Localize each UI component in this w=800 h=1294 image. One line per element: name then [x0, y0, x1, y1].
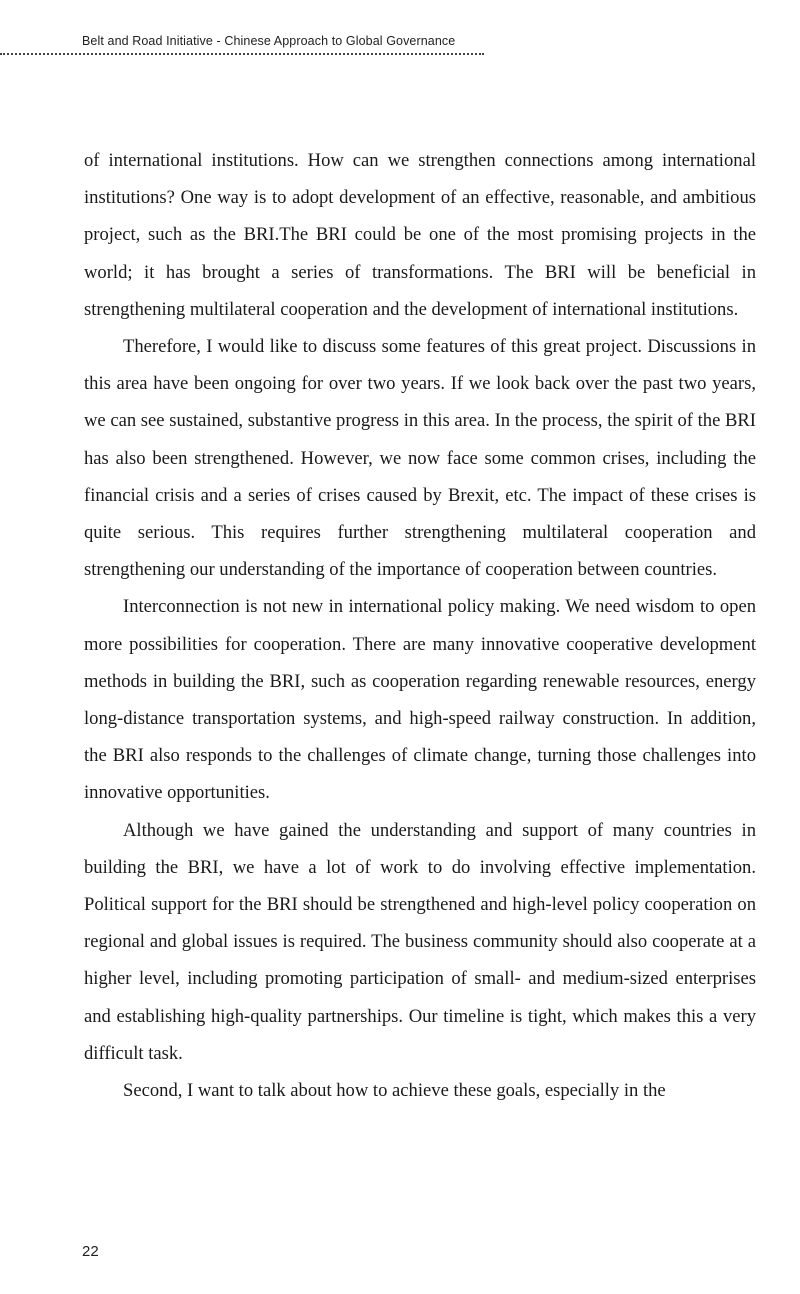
header-dotted-rule — [0, 53, 484, 55]
running-header: Belt and Road Initiative - Chinese Approach to Global Governance — [82, 34, 456, 48]
paragraph: Although we have gained the understanding and support of many countries in building the BRI, we have a lot of work to do involving effective implementation. Political support for the BRI should be strengthened and high-level policy cooperation on regional and global issues is required. The business community should also cooperate at a higher level, including promoting participation of small- and medium-sized enterprises and establishing high-quality partnerships. Our timeline is tight, which makes this a very difficult task. — [84, 819, 756, 1064]
paragraph: Therefore, I would like to discuss some features of this great project. Discussions in this area have been ongoing for over two years. If we look back over the past two years, we can see sustained, substantive progress in this area. In the process, the spirit of the BRI has also been strengthened. However, we now face some common crises, including the financial crisis and a series of crises caused by Brexit, etc. The impact of these crises is quite serious. This requires further strengthening multilateral cooperation and strengthening our understanding of the importance of cooperation between countries. — [84, 336, 756, 581]
paragraph-truncated: Second, I want to talk about how to achieve these goals, especially in the — [123, 1080, 666, 1102]
body-text — [84, 142, 756, 1109]
page-number: 22 — [82, 1243, 99, 1260]
paragraph-continuation: of international institutions. How can we strengthen connections among international institutions? One way is to adopt development of an effective, reasonable, and ambitious project, such as the BRI.The BRI could be one of the most promising projects in the world; it has brought a series of transformations. The BRI will be beneficial in strengthening multilateral cooperation and the development of international institutions. — [84, 150, 756, 320]
paragraph: Interconnection is not new in international policy making. We need wisdom to open more possibilities for cooperation. There are many innovative cooperative development methods in building the BRI, such as cooperation regarding renewable resources, energy long-distance transportation systems, and high-speed railway construction. In addition, the BRI also responds to the challenges of climate change, turning those challenges into innovative opportunities. — [84, 596, 756, 804]
